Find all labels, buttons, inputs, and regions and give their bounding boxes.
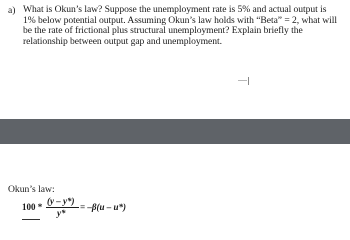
cursor-mark-dash (238, 80, 247, 81)
formula-coefficient: 100 * (22, 202, 43, 212)
formula-denominator: y* (57, 208, 66, 218)
okun-law-label: Okun’s law: (8, 184, 55, 195)
formula-right-side: = –β(u – u*) (80, 202, 126, 212)
cursor-mark (248, 77, 249, 85)
separator-bar (0, 119, 350, 144)
question-label: a) (8, 5, 16, 16)
question-text: What is Okun’s law? Suppose the unemployment rate is 5% and actual output is 1% below potential output. Assuming Okun’s law holds with “Beta” = 2, what will be the rate of frictional plus structural unemployment? Explain briefly the relationship between output gap and unemployment. (23, 4, 338, 47)
formula-underline (22, 219, 40, 220)
formula-numerator: (y – y*) (47, 196, 75, 206)
